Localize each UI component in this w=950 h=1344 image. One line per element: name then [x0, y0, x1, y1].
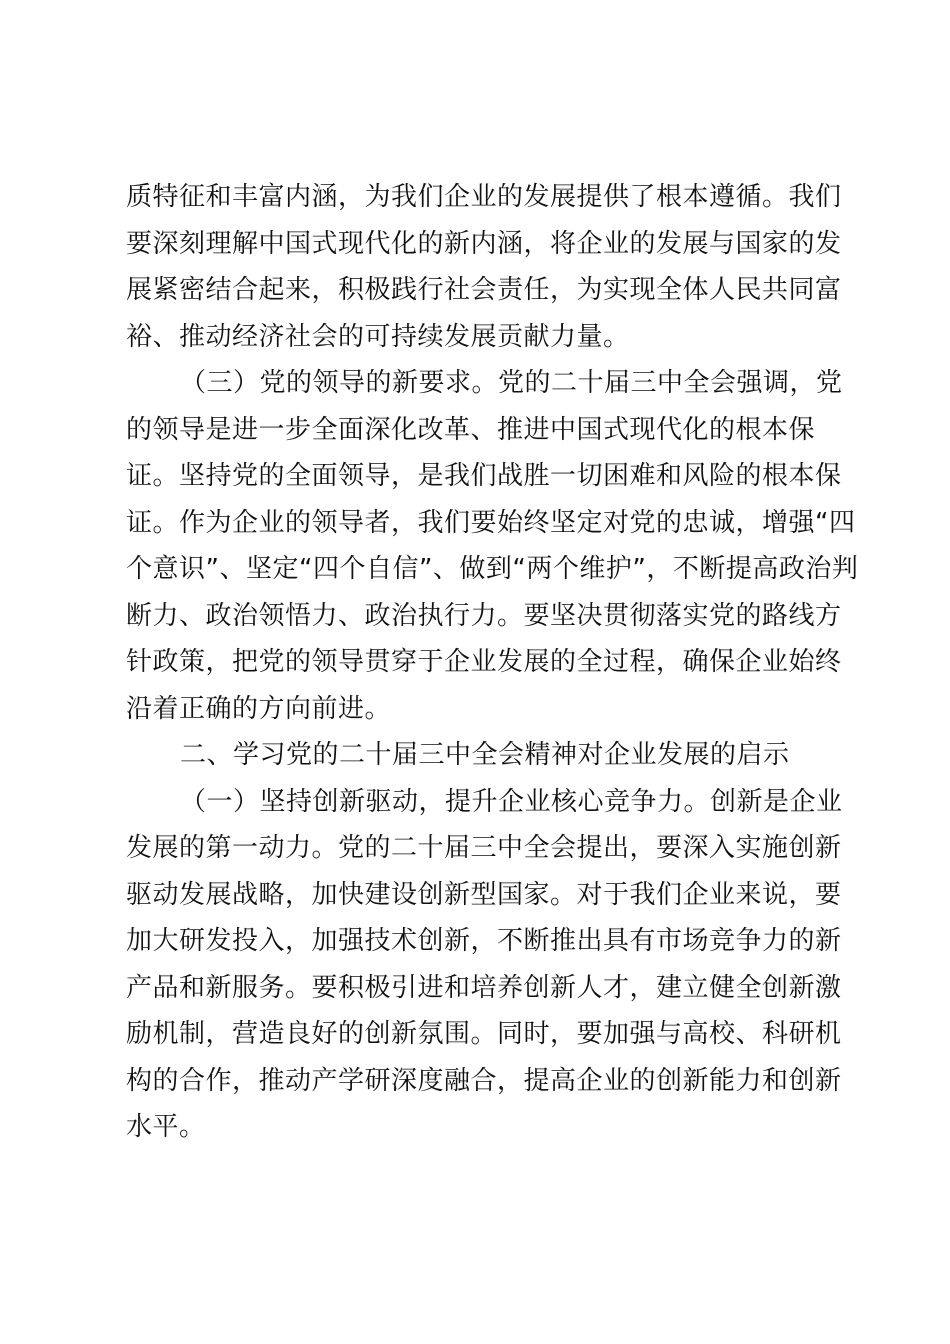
text-line: （一）坚持创新驱动，提升企业核心竞争力。创新是企业 — [180, 786, 843, 817]
text-line: 励机制，营造良好的创新氛围。同时，要加强与高校、科研机 — [126, 1019, 842, 1049]
text-line: 发展的第一动力。党的二十届三中全会提出，要深入实施创新 — [126, 833, 842, 863]
text-line: 产品和新服务。要积极引进和培养创新人才，建立健全创新激 — [126, 972, 842, 1003]
text-line: 质特征和丰富内涵，为我们企业的发展提供了根本遵循。我们 — [126, 182, 842, 212]
paragraph-party-leadership — [126, 360, 859, 732]
text-line: （三）党的领导的新要求。党的二十届三中全会强调，党 — [180, 368, 843, 398]
text-line: 针政策，把党的领导贯穿于企业发展的全过程，确保企业始终 — [126, 647, 842, 677]
text-line: 个意识”、坚定“四个自信”、做到“两个维护”，不断提高政治判 — [126, 554, 859, 584]
text-line: 加大研发投入，加强技术创新，不断推出具有市场竞争力的新 — [126, 926, 842, 956]
text-line: 断力、政治领悟力、政治执行力。要坚决贯彻落实党的路线方 — [126, 600, 842, 631]
section-heading — [126, 732, 826, 779]
section-heading-text: 二、学习党的二十届三中全会精神对企业发展的启示 — [180, 740, 790, 770]
text-line: 构的合作，推动产学研深度融合，提高企业的创新能力和创新 — [126, 1065, 842, 1096]
text-line: 驱动发展战略，加快建设创新型国家。对于我们企业来说，要 — [126, 879, 842, 910]
text-line: 水平。 — [126, 1112, 206, 1142]
document-body — [126, 174, 859, 1151]
paragraph-innovation — [126, 779, 843, 1151]
text-line: 展紧密结合起来，积极践行社会责任，为实现全体人民共同富 — [126, 275, 842, 305]
text-line: 裕、推动经济社会的可持续发展贡献力量。 — [126, 321, 630, 352]
text-line: 证。作为企业的领导者，我们要始终坚定对党的忠诚，增强“四 — [126, 507, 856, 538]
text-line: 的领导是进一步全面深化改革、推进中国式现代化的根本保 — [126, 414, 816, 445]
paragraph-continuation — [126, 174, 842, 360]
text-line: 证。坚持党的全面领导，是我们战胜一切困难和风险的根本保 — [126, 461, 842, 491]
text-line: 要深刻理解中国式现代化的新内涵，将企业的发展与国家的发 — [126, 228, 842, 259]
text-line: 沿着正确的方向前进。 — [126, 693, 392, 724]
